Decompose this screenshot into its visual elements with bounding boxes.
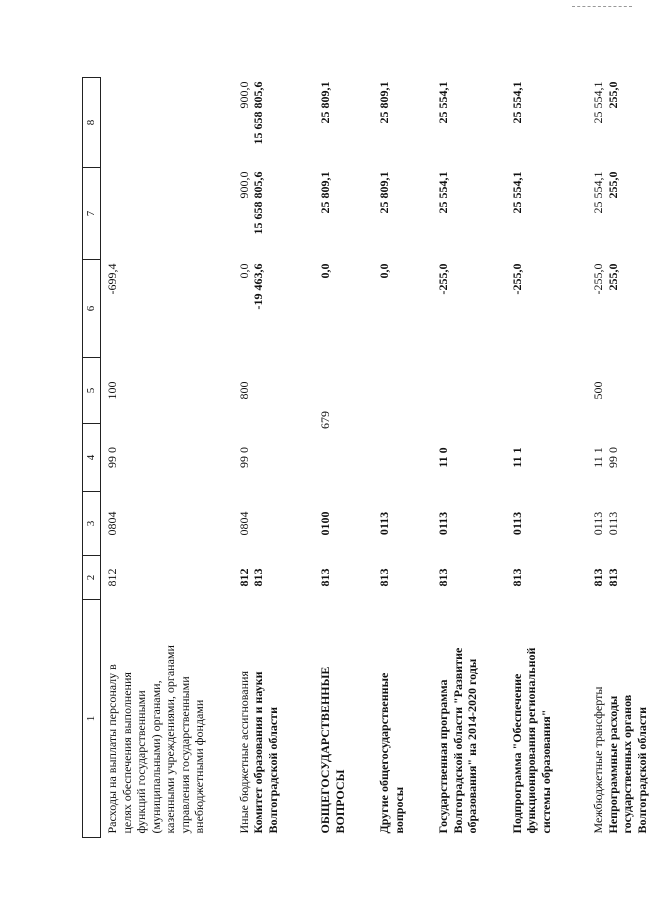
amount-value: -255,0 <box>591 263 605 295</box>
row-name-line: Непрограммные расходы <box>605 695 620 834</box>
cell-line: 813 <box>591 568 605 587</box>
row-name <box>233 600 281 838</box>
column-header: 3 <box>83 492 101 556</box>
ministry-code <box>314 556 347 600</box>
row-spacer <box>553 78 587 838</box>
cell-line: 800 <box>236 381 251 400</box>
amount-value: -255,0 <box>436 263 450 295</box>
program-code <box>101 424 207 492</box>
row-name-line: управления государственными <box>177 676 192 834</box>
program-code <box>373 424 406 492</box>
change-amount <box>101 260 207 358</box>
change-amount <box>314 260 347 358</box>
spacer-cell <box>207 78 233 838</box>
cell-line: 813 <box>377 568 391 587</box>
program-code <box>233 424 281 492</box>
program-code <box>506 424 554 492</box>
table-body <box>101 78 649 838</box>
section-code <box>506 492 554 556</box>
row-name-line: Другие общегосударственные <box>377 672 391 834</box>
row-name-line: Иные бюджетные ассигнования <box>236 671 251 834</box>
column-header: 5 <box>83 358 101 424</box>
cell-line: 813 <box>251 568 265 587</box>
row-spacer <box>480 78 506 838</box>
row-name <box>432 600 480 838</box>
cell-line: 0113 <box>509 511 524 536</box>
row-name-line: функционирования региональной <box>524 647 538 834</box>
row-name <box>373 600 406 838</box>
amount-value: -255,0 <box>509 263 524 295</box>
change-amount <box>506 260 554 358</box>
table-row <box>506 78 554 838</box>
expense-type-code <box>587 358 649 424</box>
row-name-line: Волгоградской области "Развитие <box>450 647 465 834</box>
row-name-line: функций государственными <box>134 690 148 834</box>
spacer-cell <box>480 78 506 838</box>
spacer-cell <box>553 78 587 838</box>
amount-value: 15 658 805,6 <box>251 171 265 235</box>
row-name-line: системы образования" <box>538 709 553 834</box>
total-amount-final <box>373 78 406 168</box>
row-spacer <box>347 78 373 838</box>
cell-line: 813 <box>318 568 332 587</box>
total-amount <box>314 168 347 260</box>
change-amount <box>233 260 281 358</box>
amount-value: 25 554,1 <box>591 81 605 124</box>
spacer-cell <box>280 78 314 838</box>
cell-line: 99 0 <box>605 447 620 468</box>
row-name-line: ВОПРОСЫ <box>332 769 347 834</box>
total-amount-final <box>587 78 649 168</box>
total-amount <box>506 168 554 260</box>
rotated-page-content <box>82 78 649 838</box>
amount-value: 0,0 <box>318 263 332 279</box>
cell-line: 0804 <box>105 511 119 536</box>
program-code <box>432 424 480 492</box>
row-name-line: Комитет образования и науки <box>251 671 265 834</box>
budget-table <box>82 77 649 838</box>
amount-value: 0,0 <box>236 263 251 279</box>
row-name-line: Расходы на выплаты персоналу в <box>105 664 119 834</box>
change-amount <box>587 260 649 358</box>
amount-value: 25 554,1 <box>436 171 450 214</box>
table-row <box>314 78 347 838</box>
cell-line: 99 0 <box>236 447 251 468</box>
cell-line: 100 <box>105 381 119 400</box>
cell-line: 11 0 <box>436 447 450 468</box>
spacer-cell <box>406 78 432 838</box>
column-header: 4 <box>83 424 101 492</box>
column-header: 1 <box>83 600 101 838</box>
amount-value: 255,0 <box>605 81 620 109</box>
cell-line: 813 <box>605 568 620 587</box>
row-name-line: Волгоградской области <box>634 707 649 834</box>
row-name-line: образования" на 2014-2020 годы <box>465 658 479 834</box>
expense-type-code <box>233 358 281 424</box>
cell-line: 0113 <box>591 511 605 536</box>
amount-value: 15 658 805,6 <box>251 81 265 145</box>
row-spacer <box>280 78 314 838</box>
program-code <box>314 424 347 492</box>
cell-line: 812 <box>236 568 251 587</box>
section-code <box>101 492 207 556</box>
cell-line: 0100 <box>318 511 332 536</box>
ministry-code <box>506 556 554 600</box>
amount-value: 25 809,1 <box>318 171 332 214</box>
section-code <box>314 492 347 556</box>
ministry-code <box>432 556 480 600</box>
column-header: 8 <box>83 78 101 168</box>
cell-line: 0113 <box>605 511 620 536</box>
column-header: 2 <box>83 556 101 600</box>
change-amount <box>432 260 480 358</box>
amount-value: 25 554,1 <box>509 171 524 214</box>
amount-value: 900,0 <box>236 81 251 109</box>
change-amount <box>373 260 406 358</box>
row-name-line: казенными учреждениями, органами <box>163 645 177 834</box>
row-spacer <box>406 78 432 838</box>
total-amount-final <box>233 78 281 168</box>
amount-value: 25 809,1 <box>318 81 332 124</box>
row-name <box>101 600 207 838</box>
amount-value: 25 554,1 <box>591 171 605 214</box>
cell-line: 99 0 <box>105 447 119 468</box>
ministry-code <box>233 556 281 600</box>
ministry-code <box>101 556 207 600</box>
total-amount <box>587 168 649 260</box>
row-name-line: Межбюджетные трансферты <box>591 686 605 834</box>
total-amount <box>233 168 281 260</box>
table-row <box>587 78 649 838</box>
program-code <box>587 424 649 492</box>
table-row <box>373 78 406 838</box>
expense-type-code <box>432 358 480 424</box>
cell-line: 0804 <box>236 511 251 536</box>
row-name-line: Государственная программа <box>436 679 450 834</box>
page-number: 679 <box>318 411 332 429</box>
table-row <box>432 78 480 838</box>
cell-line: 500 <box>591 381 605 400</box>
cell-line: 813 <box>436 568 450 587</box>
amount-value: 900,0 <box>236 171 251 199</box>
amount-value: 25 554,1 <box>436 81 450 124</box>
expense-type-code <box>373 358 406 424</box>
row-name-line: (муниципальными) органами, <box>148 680 163 834</box>
row-name-line: Подпрограмма "Обеспечение <box>509 673 524 834</box>
cell-line: 11 1 <box>591 447 605 468</box>
section-code <box>587 492 649 556</box>
total-amount-final <box>432 78 480 168</box>
amount-value: 255,0 <box>605 263 620 291</box>
cell-line: 11 1 <box>509 447 524 468</box>
row-name-line: вопросы <box>391 786 406 834</box>
total-amount-final <box>506 78 554 168</box>
amount-value: 25 809,1 <box>377 81 391 124</box>
cell-line: 0113 <box>436 511 450 536</box>
row-spacer <box>207 78 233 838</box>
total-amount <box>101 168 207 260</box>
expense-type-code <box>314 358 347 424</box>
row-name <box>506 600 554 838</box>
amount-value: -19 463,6 <box>251 263 265 310</box>
ministry-code <box>373 556 406 600</box>
amount-value: 0,0 <box>377 263 391 279</box>
row-name <box>314 600 347 838</box>
amount-value: 25 809,1 <box>377 171 391 214</box>
amount-value: 255,0 <box>605 171 620 199</box>
total-amount-final <box>314 78 347 168</box>
cell-line: 0113 <box>377 511 391 536</box>
ministry-code <box>587 556 649 600</box>
section-code <box>432 492 480 556</box>
spacer-cell <box>347 78 373 838</box>
expense-type-code <box>101 358 207 424</box>
table-row <box>233 78 281 838</box>
section-code <box>233 492 281 556</box>
table-row <box>101 78 207 838</box>
amount-value: -699,4 <box>105 263 119 295</box>
expense-type-code <box>506 358 554 424</box>
row-name-line: целях обеспечения выполнения <box>119 672 134 834</box>
row-name-line: Волгоградской области <box>265 707 280 834</box>
row-name <box>587 600 649 838</box>
section-code <box>373 492 406 556</box>
row-name-line: внебюджетными фондами <box>192 699 206 834</box>
total-amount-final <box>101 78 207 168</box>
scan-edge-marks <box>572 6 632 9</box>
column-header: 6 <box>83 260 101 358</box>
cell-line: 812 <box>105 568 119 587</box>
row-name-line: ОБЩЕГОСУДАРСТВЕННЫЕ <box>318 666 332 834</box>
total-amount <box>373 168 406 260</box>
amount-value: 25 554,1 <box>509 81 524 124</box>
header-row <box>83 78 101 838</box>
total-amount <box>432 168 480 260</box>
cell-line: 813 <box>509 568 524 587</box>
column-header: 7 <box>83 168 101 260</box>
row-name-line: государственных органов <box>620 694 634 834</box>
